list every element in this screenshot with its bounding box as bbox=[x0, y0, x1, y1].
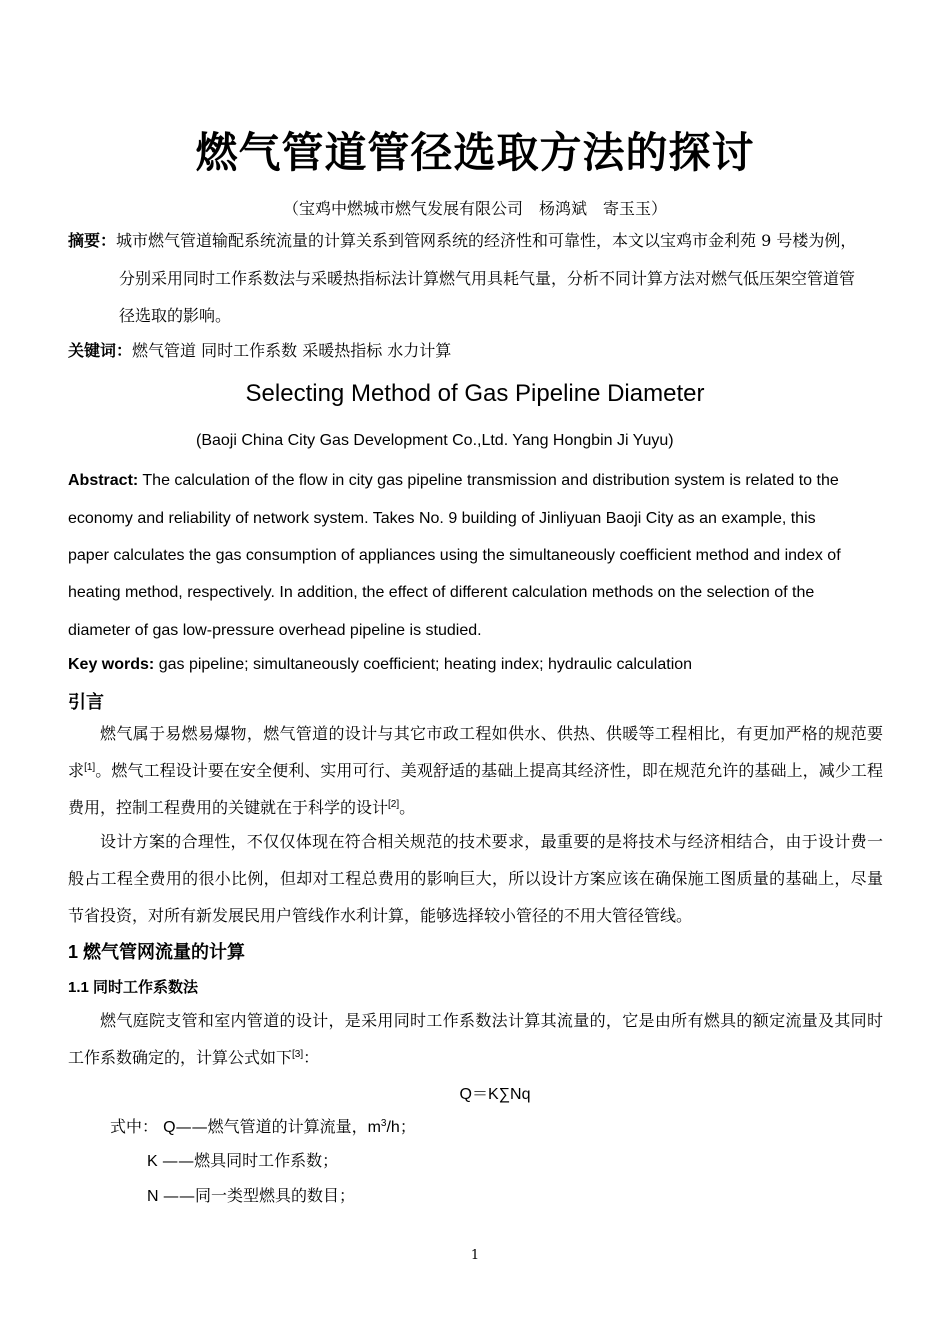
definition-dash: —— bbox=[163, 1186, 195, 1205]
keywords-cn-label: 关键词： bbox=[68, 341, 133, 360]
section-heading-intro: 引言 bbox=[68, 692, 104, 713]
subsection-heading-1-1: 1.1 同时工作系数法 bbox=[68, 979, 199, 996]
section1-heading-wrap bbox=[68, 938, 245, 964]
keywords-cn-text: 燃气管道 同时工作系数 采暖热指标 水力计算 bbox=[132, 341, 452, 360]
intro-p1-text-c: 。 bbox=[399, 798, 416, 817]
definition-symbol: K bbox=[147, 1153, 163, 1170]
section1-p1-text-b: ： bbox=[303, 1048, 320, 1067]
author-affiliation-en: (Baoji China City Gas Development Co.,Ltd. Yang Hongbin Ji Yuyu) bbox=[196, 432, 674, 449]
abstract-cn-line1 bbox=[68, 222, 898, 259]
definition-dash: —— bbox=[162, 1151, 195, 1170]
definition-row-k bbox=[147, 1151, 338, 1172]
intro-p1-text-b: 。燃气工程设计要在安全便利、实用可行、美观舒适的基础上提高其经济性，即在规范允许的基础上，减少工程费用，控制工程费用的关键就在于科学的设计 bbox=[68, 761, 883, 817]
intro-paragraph-2: 设计方案的合理性，不仅仅体现在符合相关规范的技术要求，最重要的是将技术与经济相结合，由于设计费一般占工程全费用的很小比例，但却对工程总费用的影响巨大，所以设计方案应该在确保施工图质量的基础上，尽量节省投资，对所有新发展民用户管线作水利计算，能够选择较小管径的不用大管径管线。 bbox=[68, 832, 883, 925]
keywords-en-text: gas pipeline; simultaneously coefficient; heating index; hydraulic calculation bbox=[154, 656, 693, 673]
definition-dash: —— bbox=[175, 1117, 208, 1136]
unit-text-tail: /h； bbox=[386, 1119, 416, 1136]
abstract-cn-text1: 城市燃气管道输配系统流量的计算关系到管网系统的经济性和可靠性，本文以宝鸡市金利苑 9 号楼为例， bbox=[116, 231, 857, 250]
unit-text: m bbox=[367, 1119, 381, 1136]
keywords-en bbox=[68, 646, 692, 683]
section1-p1-text-a: 燃气庭院支管和室内管道的设计，是采用同时工作系数法计算其流量的，它是由所有燃具的额定流量及其同时工作系数确定的，计算公式如下 bbox=[68, 1011, 883, 1067]
paper-title: 燃气管道管径选取方法的探讨 bbox=[195, 128, 755, 177]
definition-text: 同一类型燃具的数目； bbox=[195, 1186, 356, 1205]
page-number: 1 bbox=[470, 1248, 480, 1263]
abstract-en-line2: economy and reliability of network system. Takes No. 9 building of Jinliyuan Baoji City as an example, this bbox=[68, 510, 816, 527]
definition-row-n bbox=[147, 1186, 355, 1207]
author-affiliation-cn: （宝鸡中燃城市燃气发展有限公司 杨鸿斌 寄玉玉） bbox=[282, 199, 667, 218]
intro-p1-text-a: 燃气属于易燃易爆物，燃气管道的设计与其它市政工程如供水、供热、供暖等工程相比，有更加严格的规范要求 bbox=[68, 724, 883, 780]
abstract-en-line5: diameter of gas low-pressure overhead pipeline is studied. bbox=[68, 622, 482, 639]
where-label: 式中： bbox=[110, 1117, 159, 1136]
abstract-cn-line3: 径选取的影响。 bbox=[119, 306, 232, 325]
definition-symbol: N bbox=[147, 1188, 163, 1205]
formula: Q＝K∑Nq bbox=[459, 1086, 531, 1103]
section1-paragraph-1 bbox=[68, 1002, 883, 1076]
abstract-en-line1 bbox=[68, 462, 839, 499]
citation-ref-1: [1] bbox=[84, 762, 96, 773]
abstract-en-text1: The calculation of the flow in city gas pipeline transmission and distribution system is related to the bbox=[138, 472, 839, 489]
intro-paragraph-1 bbox=[68, 715, 883, 826]
abstract-en-line4: heating method, respectively. In addition, the effect of different calculation methods on the selection of the bbox=[68, 584, 815, 601]
definition-text: 燃具同时工作系数； bbox=[194, 1151, 339, 1170]
section-heading-1: 1 燃气管网流量的计算 bbox=[68, 942, 246, 962]
paper-title-en: Selecting Method of Gas Pipeline Diameter bbox=[245, 380, 705, 407]
definition-row-q bbox=[110, 1117, 416, 1138]
abstract-en-label: Abstract: bbox=[68, 472, 139, 489]
definition-symbol: Q bbox=[163, 1119, 176, 1136]
keywords-cn bbox=[68, 332, 451, 369]
intro-heading-wrap bbox=[68, 688, 104, 714]
abstract-en-line3: paper calculates the gas consumption of appliances using the simultaneously coefficient method and index of bbox=[68, 547, 841, 564]
citation-ref-3: [3] bbox=[292, 1049, 304, 1060]
definition-text: 燃气管道的计算流量， bbox=[207, 1117, 368, 1136]
unit-superscript: 3 bbox=[380, 1118, 387, 1129]
abstract-cn-label: 摘要： bbox=[68, 231, 117, 250]
citation-ref-2: [2] bbox=[388, 799, 400, 810]
abstract-cn-line2: 分别采用同时工作系数法与采暖热指标法计算燃气用具耗气量，分析不同计算方法对燃气低压架空管道管 bbox=[119, 269, 856, 288]
keywords-en-label: Key words: bbox=[68, 656, 155, 673]
